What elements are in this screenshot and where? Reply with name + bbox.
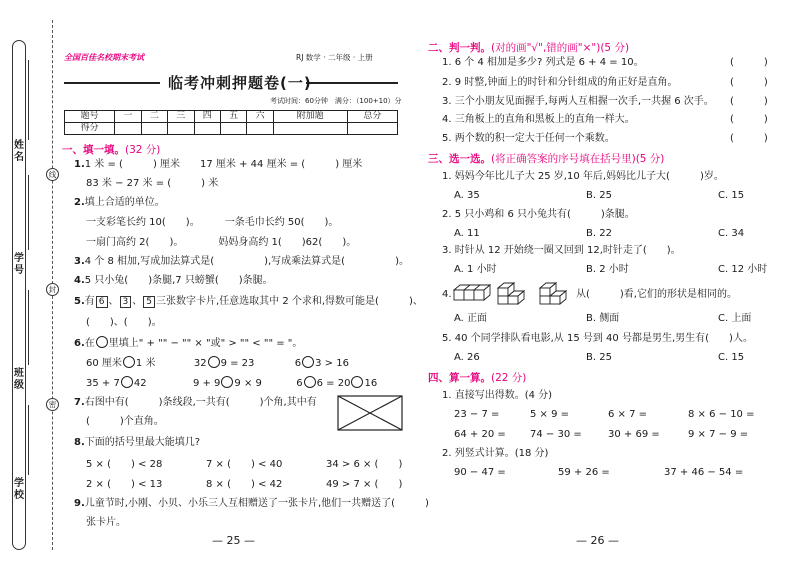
name-write-line	[28, 60, 29, 140]
calc-2-a: 90 − 47 =	[454, 467, 506, 478]
choice-4-a: A. 正面	[454, 313, 488, 324]
score-blank-cell[interactable]	[141, 123, 167, 135]
q7-line2: ( )个直角。	[86, 416, 164, 427]
school-label: 学校	[14, 478, 24, 501]
id-write-line	[28, 175, 29, 250]
score-header-row	[65, 111, 398, 123]
q9-line1: 9.儿童节时,小刚、小贝、小乐三人互相赠送了一张卡片,他们一共赠送了( )	[74, 498, 429, 509]
score-value-row	[65, 123, 398, 135]
q8-row2-a: 2 × ( ) < 13	[86, 479, 163, 490]
score-blank-cell[interactable]	[194, 123, 220, 135]
section-4-title: 四、算一算。(22 分)	[428, 372, 527, 384]
judge-4: 4. 三角板上的直角和黑板上的直角一样大。	[442, 114, 635, 125]
exam-info: 考试时间：60分钟 满分：（100+10）分	[270, 97, 402, 105]
class-label: 班级	[14, 368, 24, 391]
blank-circle-icon	[121, 376, 133, 388]
q2-line1: 2.填上合适的单位。	[74, 197, 165, 208]
score-header-cell: 三	[168, 111, 194, 123]
seal-mark-bottom: 密	[46, 398, 59, 411]
section-2-title: 二、判一判。(对的画"√",错的画"×")(5 分)	[428, 42, 630, 54]
q2-line3: 一扇门高约 2( )。 妈妈身高约 1( )62( )。	[86, 237, 357, 248]
score-row-label: 得分	[65, 123, 115, 135]
calc-1-r1-a: 23 − 7 =	[454, 409, 500, 420]
judge-3-answer: ( )	[730, 96, 768, 107]
school-write-line	[28, 405, 29, 475]
class-write-line	[28, 290, 29, 365]
calc-1-r2-b: 74 − 30 =	[530, 429, 582, 440]
judge-5-answer: ( )	[730, 133, 768, 144]
calc-1-r2-c: 30 + 69 =	[608, 429, 660, 440]
choice-5-c: C. 15	[718, 352, 745, 363]
calc-1-title: 1. 直接写出得数。(4 分)	[442, 390, 553, 401]
blank-circle-icon	[96, 336, 108, 348]
binding-strip	[12, 40, 26, 550]
q1-line1: 1.1 米 = ( ) 厘米 17 厘米 + 44 厘米 = ( ) 厘米	[74, 159, 363, 170]
q6-row1: 60 厘米 1 米 32 9 = 23 6 3 > 16	[86, 358, 349, 369]
number-card: 3	[120, 296, 132, 308]
blank-circle-icon	[221, 376, 233, 388]
choice-4-b: B. 侧面	[586, 313, 620, 324]
number-card: 6	[96, 296, 108, 308]
score-blank-cell[interactable]	[273, 123, 347, 135]
score-table	[64, 110, 398, 135]
q8-row2-b: 8 × ( ) < 42	[206, 479, 283, 490]
q6-row2: 35 + 7 42 9 + 9 9 × 9 6 6 = 20 16	[86, 378, 378, 389]
choice-2: 2. 5 只小鸡和 6 只小兔共有( )条腿。	[442, 209, 635, 220]
rectangle-diagonals-figure	[337, 395, 403, 431]
choice-1-b: B. 25	[586, 190, 612, 201]
calc-2-b: 59 + 26 =	[558, 467, 610, 478]
q8-row2-c: 49 > 7 × ( )	[326, 479, 403, 490]
score-header-cell: 五	[220, 111, 246, 123]
judge-1: 1. 6 个 4 相加是多少? 列式是 6 + 4 = 10。	[442, 57, 644, 68]
judge-3: 3. 三个小朋友见面握手,每两人互相握一次手,一共握 6 次手。	[442, 96, 714, 107]
name-label: 姓名	[14, 140, 24, 163]
choice-2-c: C. 34	[718, 228, 745, 239]
choice-3-a: A. 1 小时	[454, 264, 497, 275]
q9-line2: 张卡片。	[86, 517, 126, 528]
page-number-right: — 26 —	[576, 534, 619, 547]
seal-mark-middle: 封	[46, 283, 59, 296]
score-header-cell: 总分	[347, 111, 397, 123]
school-banner: 全国百佳名校期末考试	[64, 53, 144, 62]
choice-3-c: C. 12 小时	[718, 264, 768, 275]
binding-margin	[0, 0, 60, 564]
score-blank-cell[interactable]	[115, 123, 141, 135]
judge-4-answer: ( )	[730, 114, 768, 125]
calc-2-c: 37 + 46 − 54 =	[664, 467, 744, 478]
id-label: 学号	[14, 253, 24, 276]
q8-row1-c: 34 > 6 × ( )	[326, 459, 403, 470]
score-header-cell: 附加题	[273, 111, 347, 123]
choice-3-b: B. 2 小时	[586, 264, 629, 275]
choice-4-number: 4.	[442, 289, 452, 300]
blank-circle-icon	[302, 356, 314, 368]
score-blank-cell[interactable]	[220, 123, 246, 135]
q5-line2: ( )、( )。	[86, 317, 162, 328]
grade-banner: RJ 数学 · 二年级 · 上册	[296, 53, 373, 62]
q8-title: 8.下面的括号里最大能填几?	[74, 437, 201, 448]
choice-4-c: C. 上面	[718, 313, 752, 324]
q8-row1-b: 7 × ( ) < 40	[206, 459, 283, 470]
calc-1-r1-c: 6 × 7 =	[608, 409, 648, 420]
score-header-cell: 二	[141, 111, 167, 123]
judge-1-answer: ( )	[730, 57, 768, 68]
score-header-cell: 一	[115, 111, 141, 123]
judge-2-answer: ( )	[730, 77, 768, 88]
number-card: 5	[143, 296, 155, 308]
score-blank-cell[interactable]	[168, 123, 194, 135]
q3: 3.4 个 8 相加,写成加法算式是( ),写成乘法算式是( )。	[74, 256, 409, 267]
calc-1-r1-d: 8 × 6 − 10 =	[688, 409, 755, 420]
cube-figures-icon	[452, 280, 576, 306]
choice-1: 1. 妈妈今年比儿子大 25 岁,10 年后,妈妈比儿子大( )岁。	[442, 171, 724, 182]
q6-line1: 6.在 里填上" + "" − "" × "或" > "" < "" = "。	[74, 338, 303, 349]
q2-line2: 一支彩笔长约 10( )。 一条毛巾长约 50( )。	[86, 217, 339, 228]
q5-line1: 5.有 6 、 3 、 5 三张数字卡片,任意选取其中 2 个求和,得数可能是( )、	[74, 296, 423, 307]
judge-2: 2. 9 时整,钟面上的时针和分针组成的角正好是直角。	[442, 77, 678, 88]
choice-2-b: B. 22	[586, 228, 612, 239]
score-header-cell: 题号	[65, 111, 115, 123]
choice-4: 从( )看,它们的形状是相同的。	[576, 289, 737, 300]
judge-5: 5. 两个数的积一定大于任何一个乘数。	[442, 133, 615, 144]
score-header-cell: 四	[194, 111, 220, 123]
q4: 4.5 只小兔( )条腿,7 只螃蟹( )条腿。	[74, 275, 273, 286]
score-header-cell: 六	[247, 111, 273, 123]
q8-row1-a: 5 × ( ) < 28	[86, 459, 163, 470]
section-1-title: 一、填一填。(32 分)	[62, 144, 161, 156]
choice-5: 5. 40 个同学排队看电影,从 15 号到 40 号都是男生,男生有( )人。	[442, 333, 753, 344]
score-blank-cell[interactable]	[247, 123, 273, 135]
choice-1-a: A. 35	[454, 190, 480, 201]
q1-line2: 83 米 − 27 米 = ( ) 米	[86, 178, 219, 189]
blank-circle-icon	[304, 376, 316, 388]
choice-3: 3. 时针从 12 开始绕一圈又回到 12,时针走了( )。	[442, 245, 681, 256]
section-3-title: 三、选一选。(将正确答案的序号填在括号里)(5 分)	[428, 153, 665, 165]
q7-line1: 7.右图中有( )条线段,一共有( )个角,其中有	[74, 397, 317, 408]
calc-1-r1-b: 5 × 9 =	[530, 409, 570, 420]
seal-mark-top: 线	[46, 168, 59, 181]
calc-1-r2-a: 64 + 20 =	[454, 429, 506, 440]
calc-2-title: 2. 列竖式计算。(18 分)	[442, 448, 549, 459]
choice-2-a: A. 11	[454, 228, 480, 239]
score-blank-cell[interactable]	[347, 123, 397, 135]
blank-circle-icon	[123, 356, 135, 368]
paper-title: 临考冲刺押题卷(一)	[168, 74, 312, 92]
blank-circle-icon	[351, 376, 363, 388]
choice-5-b: B. 25	[586, 352, 612, 363]
calc-1-r2-d: 9 × 7 − 9 =	[688, 429, 749, 440]
blank-circle-icon	[208, 356, 220, 368]
page-number-left: — 25 —	[212, 534, 255, 547]
choice-5-a: A. 26	[454, 352, 480, 363]
choice-1-c: C. 15	[718, 190, 745, 201]
